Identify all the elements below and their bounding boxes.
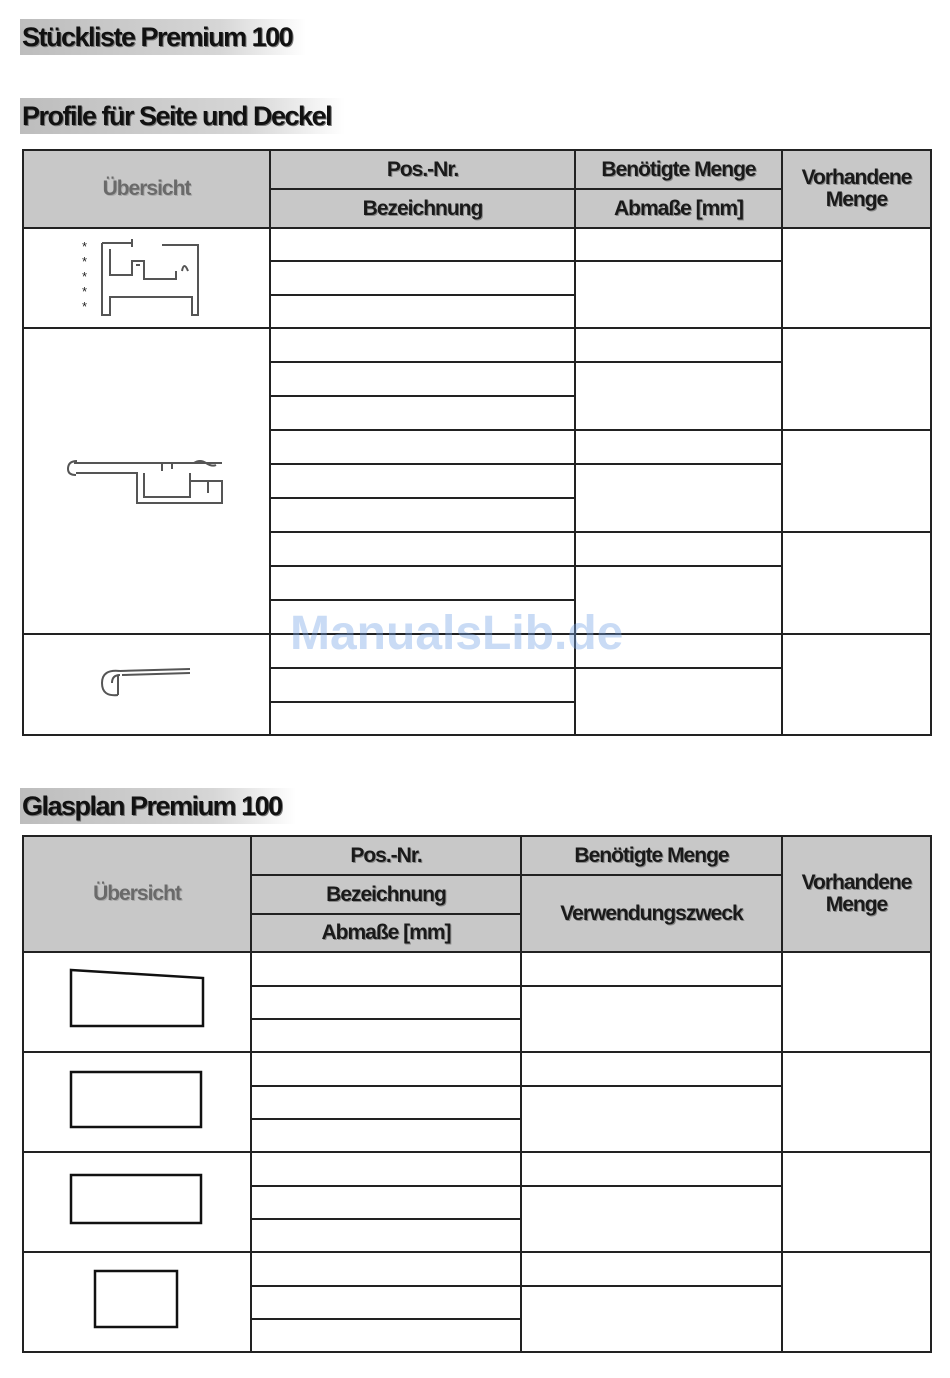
page-title: Stückliste Premium 100 xyxy=(20,19,306,55)
header-bezeichnung: Bezeichnung xyxy=(251,875,521,914)
header-benoetigte-menge: Benötigte Menge xyxy=(521,836,782,875)
square-glass-icon xyxy=(87,1268,187,1332)
table-row xyxy=(23,1152,931,1186)
trapezoid-glass-icon xyxy=(67,968,207,1032)
overview-cell xyxy=(23,1252,251,1352)
overview-cell xyxy=(23,328,270,634)
header-overview: Übersicht xyxy=(23,150,270,228)
header-pos-nr: Pos.-Nr. xyxy=(251,836,521,875)
svg-text:*: * xyxy=(81,238,87,254)
section-title-glass: Glasplan Premium 100 xyxy=(20,788,296,824)
svg-text:*: * xyxy=(81,253,87,269)
section-title-profiles: Profile für Seite und Deckel xyxy=(20,98,345,134)
svg-text:*: * xyxy=(81,283,87,299)
table-row xyxy=(23,328,931,362)
corner-profile-icon xyxy=(72,231,222,321)
overview-cell xyxy=(23,1152,251,1252)
header-vorhandene-menge: Vorhandene Menge xyxy=(782,150,931,228)
header-abmasse: Abmaße [mm] xyxy=(251,914,521,952)
table-row xyxy=(23,228,931,261)
overview-cell xyxy=(23,634,270,735)
overview-cell xyxy=(23,1052,251,1152)
header-pos-nr: Pos.-Nr. xyxy=(270,150,575,189)
long-profile-icon xyxy=(62,449,232,509)
header-verwendungszweck: Verwendungszweck xyxy=(521,875,782,952)
glass-table xyxy=(22,835,932,1353)
header-overview: Übersicht xyxy=(23,836,251,952)
rectangle-glass-icon xyxy=(67,1172,207,1228)
header-abmasse: Abmaße [mm] xyxy=(575,189,782,228)
hook-profile-icon xyxy=(92,657,202,707)
overview-cell xyxy=(23,228,270,328)
rectangle-glass-icon xyxy=(67,1069,207,1131)
header-bezeichnung: Bezeichnung xyxy=(270,189,575,228)
header-benoetigte-menge: Benötigte Menge xyxy=(575,150,782,189)
header-vorhandene-menge: Vorhandene Menge xyxy=(782,836,931,952)
table-row xyxy=(23,1052,931,1086)
table-row xyxy=(23,952,931,986)
overview-cell xyxy=(23,952,251,1052)
svg-text:*: * xyxy=(81,298,87,314)
watermark: ManualsLib.de xyxy=(290,607,624,660)
table-row xyxy=(23,1252,931,1286)
svg-text:*: * xyxy=(81,268,87,284)
